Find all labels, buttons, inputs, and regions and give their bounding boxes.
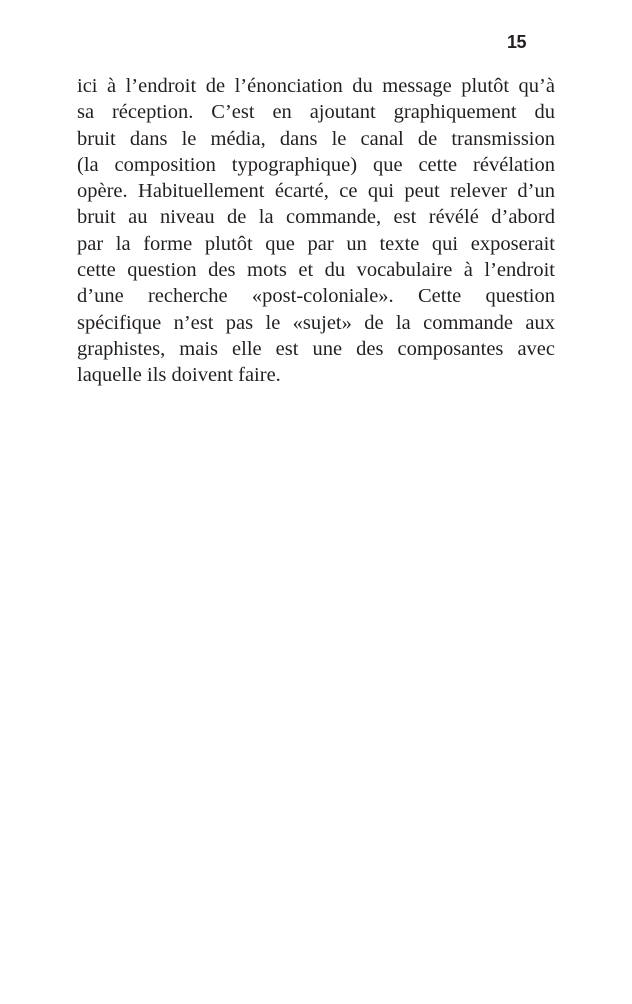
text-line: ici à l’endroit de l’énonciation du message plutôt qu’à bbox=[77, 75, 555, 97]
text-line: d’une recherche «post-coloniale». Cette question bbox=[77, 285, 555, 308]
text-line: bruit dans le média, dans le canal de transmission bbox=[77, 127, 555, 150]
text-line: (la composition typographique) que cette révélation bbox=[77, 153, 555, 176]
text-line: laquelle ils doivent faire. bbox=[77, 364, 281, 387]
text-line: par la forme plutôt que par un texte qui exposerait bbox=[77, 232, 555, 255]
text-line: spécifique n’est pas le «sujet» de la commande aux bbox=[77, 311, 555, 334]
text-line: cette question des mots et du vocabulaire à l’endroit bbox=[77, 259, 555, 282]
text-line: sa réception. C’est en ajoutant graphiquement du bbox=[77, 101, 555, 124]
body-paragraph bbox=[77, 73, 555, 389]
page-number: 15 bbox=[506, 32, 526, 52]
text-line: graphistes, mais elle est une des composantes avec bbox=[77, 337, 555, 360]
text-line: bruit au niveau de la commande, est révélé d’abord bbox=[77, 206, 555, 229]
text-line: opère. Habituellement écarté, ce qui peut relever d’un bbox=[77, 180, 555, 203]
